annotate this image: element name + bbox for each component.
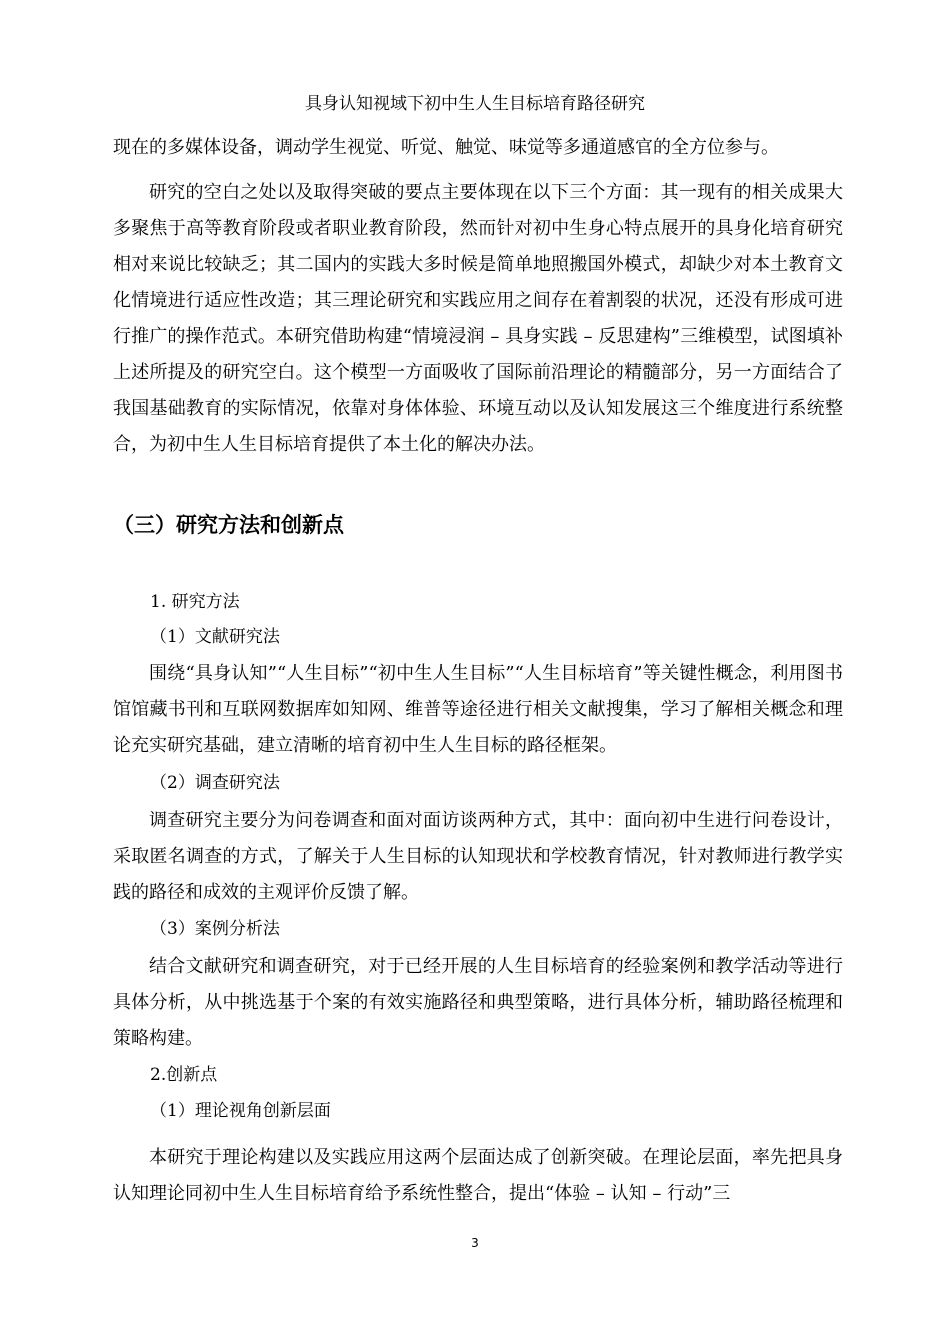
page-number: 3 <box>471 1236 479 1250</box>
method-heading-case-analysis: （3）案例分析法 <box>150 919 280 939</box>
paragraph-survey-method: 调查研究主要分为问卷调查和面对面访谈两种方式，其中：面向初中生进行问卷设计，采取匿名调查的方式，了解关于人生目标的认知现状和学校教育情况，针对教师进行教学实践的路径和成效的主观评价反馈了解。 <box>113 810 843 903</box>
paragraph-innovation-theory: 本研究于理论构建以及实践应用这两个层面达成了创新突破。在理论层面，率先把具身认知理论同初中生人生目标培育给予系统性整合，提出“体验 – 认知 – 行动”三 <box>113 1147 843 1204</box>
method-heading-survey: （2）调查研究法 <box>150 773 280 793</box>
paragraph-continuation: 现在的多媒体设备，调动学生视觉、听觉、触觉、味觉等多通道感官的全方位参与。 <box>113 137 779 158</box>
method-heading-literature: （1）文献研究法 <box>150 627 280 647</box>
paragraph-case-analysis-method: 结合文献研究和调查研究，对于已经开展的人生目标培育的经验案例和教学活动等进行具体分析，从中挑选基于个案的有效实施路径和典型策略，进行具体分析，辅助路径梳理和策略构建。 <box>113 956 843 1049</box>
innovation-heading-theory: （1）理论视角创新层面 <box>150 1101 331 1121</box>
section-heading: （三）研究方法和创新点 <box>113 513 344 537</box>
subsection-title-methods: 1. 研究方法 <box>150 592 240 612</box>
subsection-title-innovation: 2.创新点 <box>150 1065 218 1085</box>
running-header: 具身认知视域下初中生人生目标培育路径研究 <box>305 94 645 114</box>
paragraph-literature-method: 围绕“具身认知”“人生目标”“初中生人生目标”“人生目标培育”等关键性概念，利用图书馆馆藏书刊和互联网数据库如知网、维普等途径进行相关文献搜集，学习了解相关概念和理论充实研究基础，建立清晰的培育初中生人生目标的路径框架。 <box>113 663 843 756</box>
paragraph-research-gap: 研究的空白之处以及取得突破的要点主要体现在以下三个方面：其一现有的相关成果大多聚焦于高等教育阶段或者职业教育阶段，然而针对初中生身心特点展开的具身化培育研究相对来说比较缺乏；其二国内的实践大多时候是简单地照搬国外模式，却缺少对本土教育文化情境进行适应性改造；其三理论研究和实践应用之间存在着割裂的状况，还没有形成可进行推广的操作范式。本研究借助构建“情境浸润 – 具身实践 – 反思建构”三维模型，试图填补上述所提及的研究空白。这个模型一方面吸收了国际前沿理论的精髓部分，另一方面结合了我国基础教育的实际情况，依靠对身体体验、环境互动以及认知发展这三个维度进行系统整合，为初中生人生目标培育提供了本土化的解决办法。 <box>113 182 843 455</box>
